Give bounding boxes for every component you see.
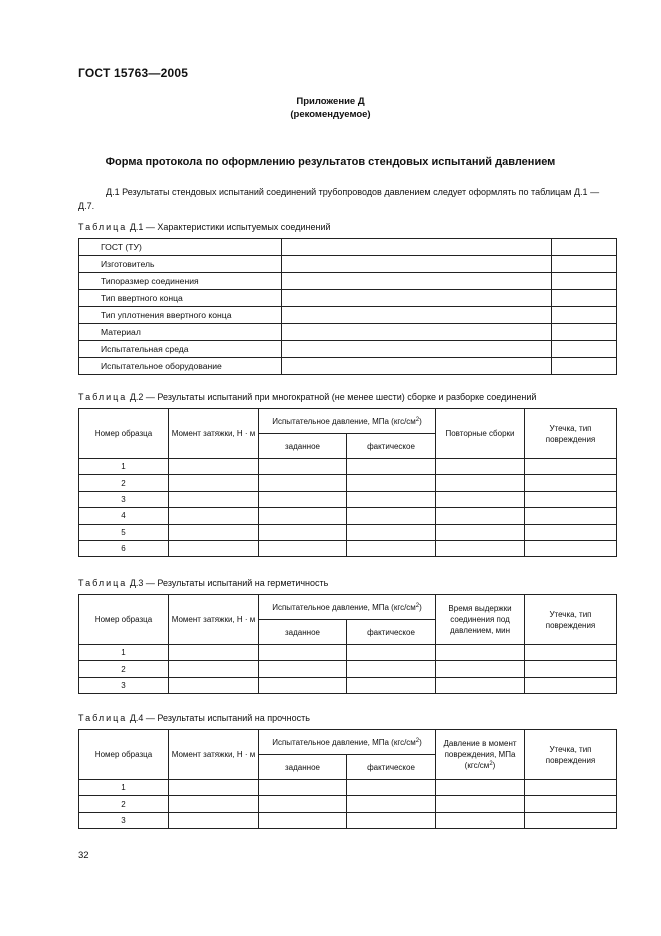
sample-number: 2 — [79, 475, 169, 491]
table-cell — [436, 645, 525, 661]
table-cell — [347, 540, 436, 556]
col-hold-time: Время выдержки соединения под давлением, мин — [436, 595, 525, 645]
col-actual-pressure: фактическое — [347, 755, 436, 780]
col-failure-pressure — [436, 730, 525, 780]
table-cell — [347, 459, 436, 475]
col-leak-damage: Утечка, тип повреждения — [525, 730, 617, 780]
table-cell — [259, 508, 347, 524]
table-cell — [259, 524, 347, 540]
table-row — [79, 290, 617, 307]
col-failure-pressure-text: Давление в момент повреждения, МПа (кгс/см — [443, 739, 517, 770]
table-row — [79, 508, 617, 524]
superscript: 2 — [415, 416, 420, 423]
table-cell — [552, 273, 617, 290]
page-number: 32 — [78, 850, 89, 861]
table-row — [79, 324, 617, 341]
col-set-pressure: заданное — [259, 755, 347, 780]
table-cell — [259, 677, 347, 693]
table-d1-label: Материал — [79, 324, 282, 341]
table-cell — [347, 812, 436, 828]
sample-number: 3 — [79, 677, 169, 693]
table-cell — [436, 812, 525, 828]
form-title: Форма протокола по оформлению результатов стендовых испытаний давлением — [105, 156, 556, 168]
table-cell — [169, 508, 259, 524]
paren-close: ) — [419, 416, 422, 426]
table-d4-caption-text: — Результаты испытаний на прочность — [143, 713, 310, 723]
table-d1-label: Тип ввертного конца — [79, 290, 282, 307]
table-cell — [436, 491, 525, 507]
col-test-pressure-text: Испытательное давление, МПа (кгс/см — [272, 737, 416, 747]
table-cell — [525, 780, 617, 796]
table-cell — [525, 491, 617, 507]
table-row — [79, 341, 617, 358]
table-cell — [169, 677, 259, 693]
table-cell — [282, 358, 552, 375]
table-d2-caption — [78, 392, 536, 402]
table-cell — [525, 812, 617, 828]
table-cell — [259, 491, 347, 507]
table-word: Таблица — [78, 713, 128, 723]
table-row — [79, 540, 617, 556]
table-cell — [347, 645, 436, 661]
table-cell — [169, 459, 259, 475]
col-test-pressure — [259, 595, 436, 620]
table-word: Таблица — [78, 578, 128, 588]
table-cell — [525, 677, 617, 693]
table-cell — [169, 524, 259, 540]
table-row — [79, 273, 617, 290]
table-cell — [259, 796, 347, 812]
table-d1-label: Изготовитель — [79, 256, 282, 273]
col-set-pressure: заданное — [259, 434, 347, 459]
table-cell — [259, 780, 347, 796]
table-d1-body — [79, 239, 617, 375]
table-cell — [282, 273, 552, 290]
table-d1-label: Испытательная среда — [79, 341, 282, 358]
table-cell — [169, 661, 259, 677]
table-cell — [169, 812, 259, 828]
col-actual-pressure: фактическое — [347, 434, 436, 459]
table-d1-number: Д.1 — [129, 222, 144, 232]
col-test-pressure — [259, 409, 436, 434]
table-cell — [436, 475, 525, 491]
table-cell — [169, 475, 259, 491]
table-cell — [282, 324, 552, 341]
table-cell — [552, 341, 617, 358]
table-cell — [525, 459, 617, 475]
table-header-row — [79, 409, 617, 434]
col-torque: Момент затяжки, Н · м — [169, 595, 259, 645]
table-cell — [282, 256, 552, 273]
table-d3 — [78, 594, 617, 694]
table-cell — [525, 508, 617, 524]
sample-number: 3 — [79, 491, 169, 507]
document-standard-number: ГОСТ 15763—2005 — [78, 66, 189, 80]
table-cell — [552, 358, 617, 375]
table-cell — [282, 290, 552, 307]
table-cell — [436, 540, 525, 556]
table-row — [79, 358, 617, 375]
table-d2-number: Д.2 — [129, 392, 144, 402]
table-cell — [525, 661, 617, 677]
table-d3-body — [79, 595, 617, 694]
table-d1-caption-text: — Характеристики испытуемых соединений — [143, 222, 331, 232]
table-cell — [436, 677, 525, 693]
table-cell — [259, 459, 347, 475]
table-cell — [436, 524, 525, 540]
sample-number: 1 — [79, 645, 169, 661]
table-d1-label: Испытательное оборудование — [79, 358, 282, 375]
table-cell — [436, 780, 525, 796]
table-cell — [525, 475, 617, 491]
table-cell — [436, 508, 525, 524]
table-cell — [259, 540, 347, 556]
table-cell — [169, 491, 259, 507]
table-d2-caption-text: — Результаты испытаний при многократной (не менее шести) сборке и разборке соединений — [143, 392, 537, 402]
table-cell — [552, 307, 617, 324]
table-row — [79, 661, 617, 677]
table-row — [79, 491, 617, 507]
superscript: 2 — [489, 761, 493, 767]
col-torque: Момент затяжки, Н · м — [169, 730, 259, 780]
table-row — [79, 307, 617, 324]
paren-close: ) — [419, 602, 422, 612]
col-sample-number: Номер образца — [79, 409, 169, 459]
sample-number: 1 — [79, 459, 169, 475]
table-cell — [259, 661, 347, 677]
col-leak-damage: Утечка, тип повреждения — [525, 595, 617, 645]
table-cell — [347, 780, 436, 796]
col-sample-number: Номер образца — [79, 595, 169, 645]
col-test-pressure — [259, 730, 436, 755]
table-cell — [169, 645, 259, 661]
table-d3-number: Д.3 — [129, 578, 144, 588]
table-row — [79, 796, 617, 812]
appendix-subtitle: (рекомендуемое) — [290, 109, 371, 120]
table-cell — [525, 645, 617, 661]
table-cell — [436, 459, 525, 475]
col-leak-damage: Утечка, тип повреждения — [525, 409, 617, 459]
table-cell — [259, 475, 347, 491]
table-cell — [552, 239, 617, 256]
table-row — [79, 780, 617, 796]
table-row — [79, 677, 617, 693]
superscript: 2 — [415, 737, 420, 744]
sample-number: 3 — [79, 812, 169, 828]
table-row — [79, 524, 617, 540]
intro-paragraph: Д.1 Результаты стендовых испытаний соединений трубопроводов давлением следует оформлять по таблицам Д.1 — Д.7. — [78, 187, 600, 211]
table-row — [79, 459, 617, 475]
table-d4 — [78, 729, 617, 829]
table-word: Таблица — [78, 392, 128, 402]
table-cell — [436, 796, 525, 812]
col-test-pressure-text: Испытательное давление, МПа (кгс/см — [272, 602, 416, 612]
table-d2 — [78, 408, 617, 557]
table-cell — [347, 661, 436, 677]
table-d1-label: Тип уплотнения ввертного конца — [79, 307, 282, 324]
table-cell — [552, 256, 617, 273]
table-cell — [282, 307, 552, 324]
table-d1-label: Типоразмер соединения — [79, 273, 282, 290]
table-cell — [169, 540, 259, 556]
table-cell — [259, 812, 347, 828]
table-d3-caption — [78, 578, 328, 588]
paren-close: ) — [419, 737, 422, 747]
table-cell — [552, 290, 617, 307]
col-test-pressure-text: Испытательное давление, МПа (кгс/см — [272, 416, 416, 426]
col-set-pressure: заданное — [259, 620, 347, 645]
table-row — [79, 256, 617, 273]
table-d1-label: ГОСТ (ТУ) — [79, 239, 282, 256]
col-sample-number: Номер образца — [79, 730, 169, 780]
table-word: Таблица — [78, 222, 128, 232]
col-actual-pressure: фактическое — [347, 620, 436, 645]
table-cell — [525, 524, 617, 540]
table-cell — [347, 508, 436, 524]
table-header-row — [79, 595, 617, 620]
table-cell — [347, 677, 436, 693]
table-d4-number: Д.4 — [129, 713, 144, 723]
appendix-title: Приложение Д — [296, 96, 365, 107]
table-cell — [436, 661, 525, 677]
table-row — [79, 645, 617, 661]
table-cell — [347, 475, 436, 491]
paren-close: ) — [492, 761, 496, 770]
table-cell — [347, 796, 436, 812]
table-d3-caption-text: — Результаты испытаний на герметичность — [143, 578, 329, 588]
table-cell — [552, 324, 617, 341]
table-cell — [169, 780, 259, 796]
table-d4-caption — [78, 713, 310, 723]
sample-number: 1 — [79, 780, 169, 796]
table-d4-body — [79, 730, 617, 829]
table-row — [79, 475, 617, 491]
sample-number: 6 — [79, 540, 169, 556]
table-row — [79, 239, 617, 256]
superscript: 2 — [415, 602, 420, 609]
table-cell — [525, 796, 617, 812]
table-header-row — [79, 730, 617, 755]
table-cell — [282, 341, 552, 358]
table-cell — [347, 524, 436, 540]
table-cell — [347, 491, 436, 507]
sample-number: 4 — [79, 508, 169, 524]
table-d1-caption — [78, 222, 331, 232]
col-repeated-assemblies: Повторные сборки — [436, 409, 525, 459]
table-cell — [259, 645, 347, 661]
sample-number: 5 — [79, 524, 169, 540]
table-d1 — [78, 238, 617, 375]
sample-number: 2 — [79, 661, 169, 677]
table-d2-body — [79, 409, 617, 557]
col-torque: Момент затяжки, Н · м — [169, 409, 259, 459]
sample-number: 2 — [79, 796, 169, 812]
table-cell — [282, 239, 552, 256]
table-cell — [525, 540, 617, 556]
table-row — [79, 812, 617, 828]
table-cell — [169, 796, 259, 812]
